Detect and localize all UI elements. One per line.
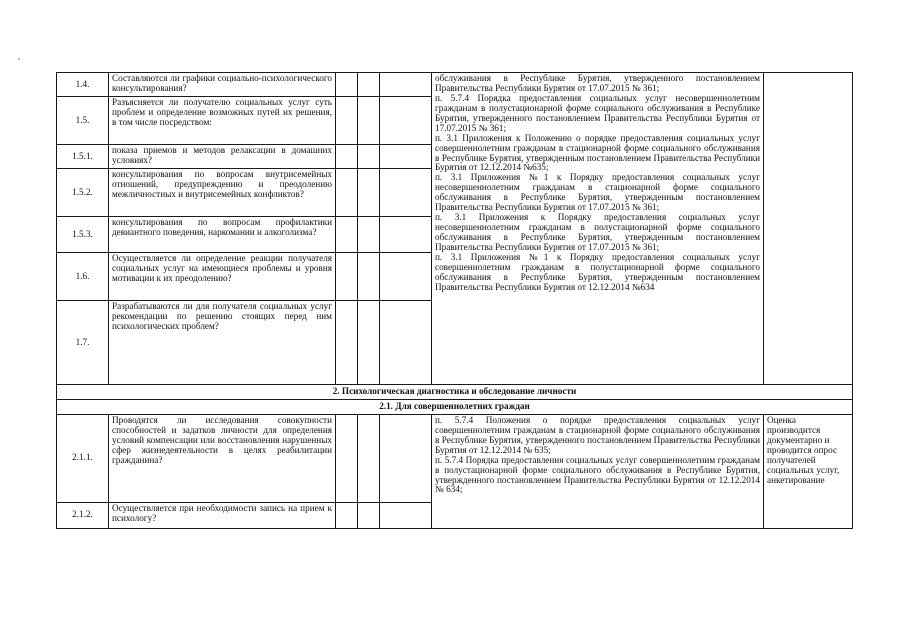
table-row: [57, 414, 853, 502]
yes-cell: [336, 97, 358, 145]
scan-speck: [18, 58, 20, 60]
yes-cell: [336, 253, 358, 301]
subsection-title: 2.1. Для совершеннолетних граждан: [57, 399, 853, 414]
note-cell: [764, 73, 853, 385]
no-cell: [358, 217, 380, 253]
partial-cell: [380, 253, 432, 301]
yes-cell: [336, 145, 358, 169]
row-number: 1.5.: [57, 97, 109, 145]
row-number: 1.6.: [57, 253, 109, 301]
subsection-header-row: [57, 399, 853, 414]
row-question: Проводятся ли исследования совокупности способностей и задатков личности для определения условий компенсации или восстановления нарушенных сфер жизнедеятельности в целях реабилитации гражданина?: [109, 414, 336, 502]
criteria-table: [56, 72, 853, 529]
no-cell: [358, 301, 380, 385]
row-number: 1.4.: [57, 73, 109, 97]
row-number: 1.5.3.: [57, 217, 109, 253]
row-number: 1.7.: [57, 301, 109, 385]
yes-cell: [336, 169, 358, 217]
section-header-row: [57, 385, 853, 400]
table-row: [57, 73, 853, 97]
row-question: показа приемов и методов релаксации в домашних условиях?: [109, 145, 336, 169]
row-number: 2.1.1.: [57, 414, 109, 502]
section-title: 2. Психологическая диагностика и обследование личности: [57, 385, 853, 400]
no-cell: [358, 145, 380, 169]
no-cell: [358, 169, 380, 217]
yes-cell: [336, 502, 358, 528]
partial-cell: [380, 217, 432, 253]
yes-cell: [336, 217, 358, 253]
no-cell: [358, 97, 380, 145]
row-question: Осуществляется при необходимости запись на прием к психологу?: [109, 502, 336, 528]
yes-cell: [336, 301, 358, 385]
document-page: [56, 72, 852, 529]
no-cell: [358, 73, 380, 97]
no-cell: [358, 502, 380, 528]
row-number: 1.5.2.: [57, 169, 109, 217]
partial-cell: [380, 73, 432, 97]
note-cell: Оценка производится документарно и проводится опрос получателей социальных услуг, анкетирование: [764, 414, 853, 528]
no-cell: [358, 414, 380, 502]
partial-cell: [380, 414, 432, 502]
row-question: консультирования по вопросам профилактики девиантного поведения, наркомании и алкоголизма?: [109, 217, 336, 253]
no-cell: [358, 253, 380, 301]
yes-cell: [336, 414, 358, 502]
partial-cell: [380, 145, 432, 169]
normative-references: обслуживания в Республике Бурятия, утвержденного постановлением Правительства Республики Бурятия от 17.07.2015 № 361; п. 5.7.4 Порядка предоставления социальных услуг несовершеннолетним гражданам в полустационарной форме социального обслуживания в Республике Бурятия, утвержденного постановлением Правительства Республики Бурятия от 17.07.2015 № 361; п. 3.1 Приложения к Положению о порядке предоставления социальных услуг совершеннолетним гражданам в стационарной форме социального обслуживания в Республике Бурятия, утвержденным постановлением Правительства Республики Бурятия от 12.12.2014 №635; п. 3.1 Приложения №1 к Порядку предоставления социальных услуг несовершеннолетним гражданам в стационарной форме социального обслуживания в Республике Бурятия, утвержденным постановлением Правительства Республики Бурятия от 17.07.2015 № 361; п. 3.1 Приложения к Порядку предоставления социальных услуг несовершеннолетним гражданам в полустационарной форме социального обслуживания в Республике Бурятия, утвержденным постановлением Правительства Республики Бурятия от 17.07.2015 № 361; п. 3.1 Приложения №1 к Порядку предоставления социальных услуг совершеннолетним гражданам в полустационарной форме социального обслуживания в Республике Бурятия, утвержденным постановлением Правительства Республики Бурятия от 12.12.2014 №634: [432, 73, 764, 385]
row-question: Разрабатываются ли для получателя социальных услуг рекомендации по решению стоящих перед ним психологических проблем?: [109, 301, 336, 385]
row-question: Разъясняется ли получателю социальных услуг суть проблем и определение возможных путей их решения, в том числе посредством:: [109, 97, 336, 145]
row-question: Осуществляется ли определение реакции получателя социальных услуг на имеющиеся проблемы и уровня мотивации к их преодолению?: [109, 253, 336, 301]
partial-cell: [380, 97, 432, 145]
partial-cell: [380, 502, 432, 528]
row-number: 1.5.1.: [57, 145, 109, 169]
yes-cell: [336, 73, 358, 97]
row-question: консультирования по вопросам внутрисемейных отношений, предупреждению и преодолению межличностных и внутрисемейных конфликтов?: [109, 169, 336, 217]
partial-cell: [380, 169, 432, 217]
normative-references: п. 5.7.4 Положения о порядке предоставления социальных услуг совершеннолетним гражданам в стационарной форме социального обслуживания в Республике Бурятия, утвержденного постановлением Правительства Республики Бурятия от 12.12.2014 № 635; п. 5.7.4 Порядка предоставления социальных услуг совершеннолетним гражданам в полустационарной форме социального обслуживания в Республике Бурятия, утвержденного постановлением Правительства Республики Бурятия от 12.12.2014 № 634;: [432, 414, 764, 528]
partial-cell: [380, 301, 432, 385]
row-question: Составляются ли графики социально-психологического консультирования?: [109, 73, 336, 97]
row-number: 2.1.2.: [57, 502, 109, 528]
